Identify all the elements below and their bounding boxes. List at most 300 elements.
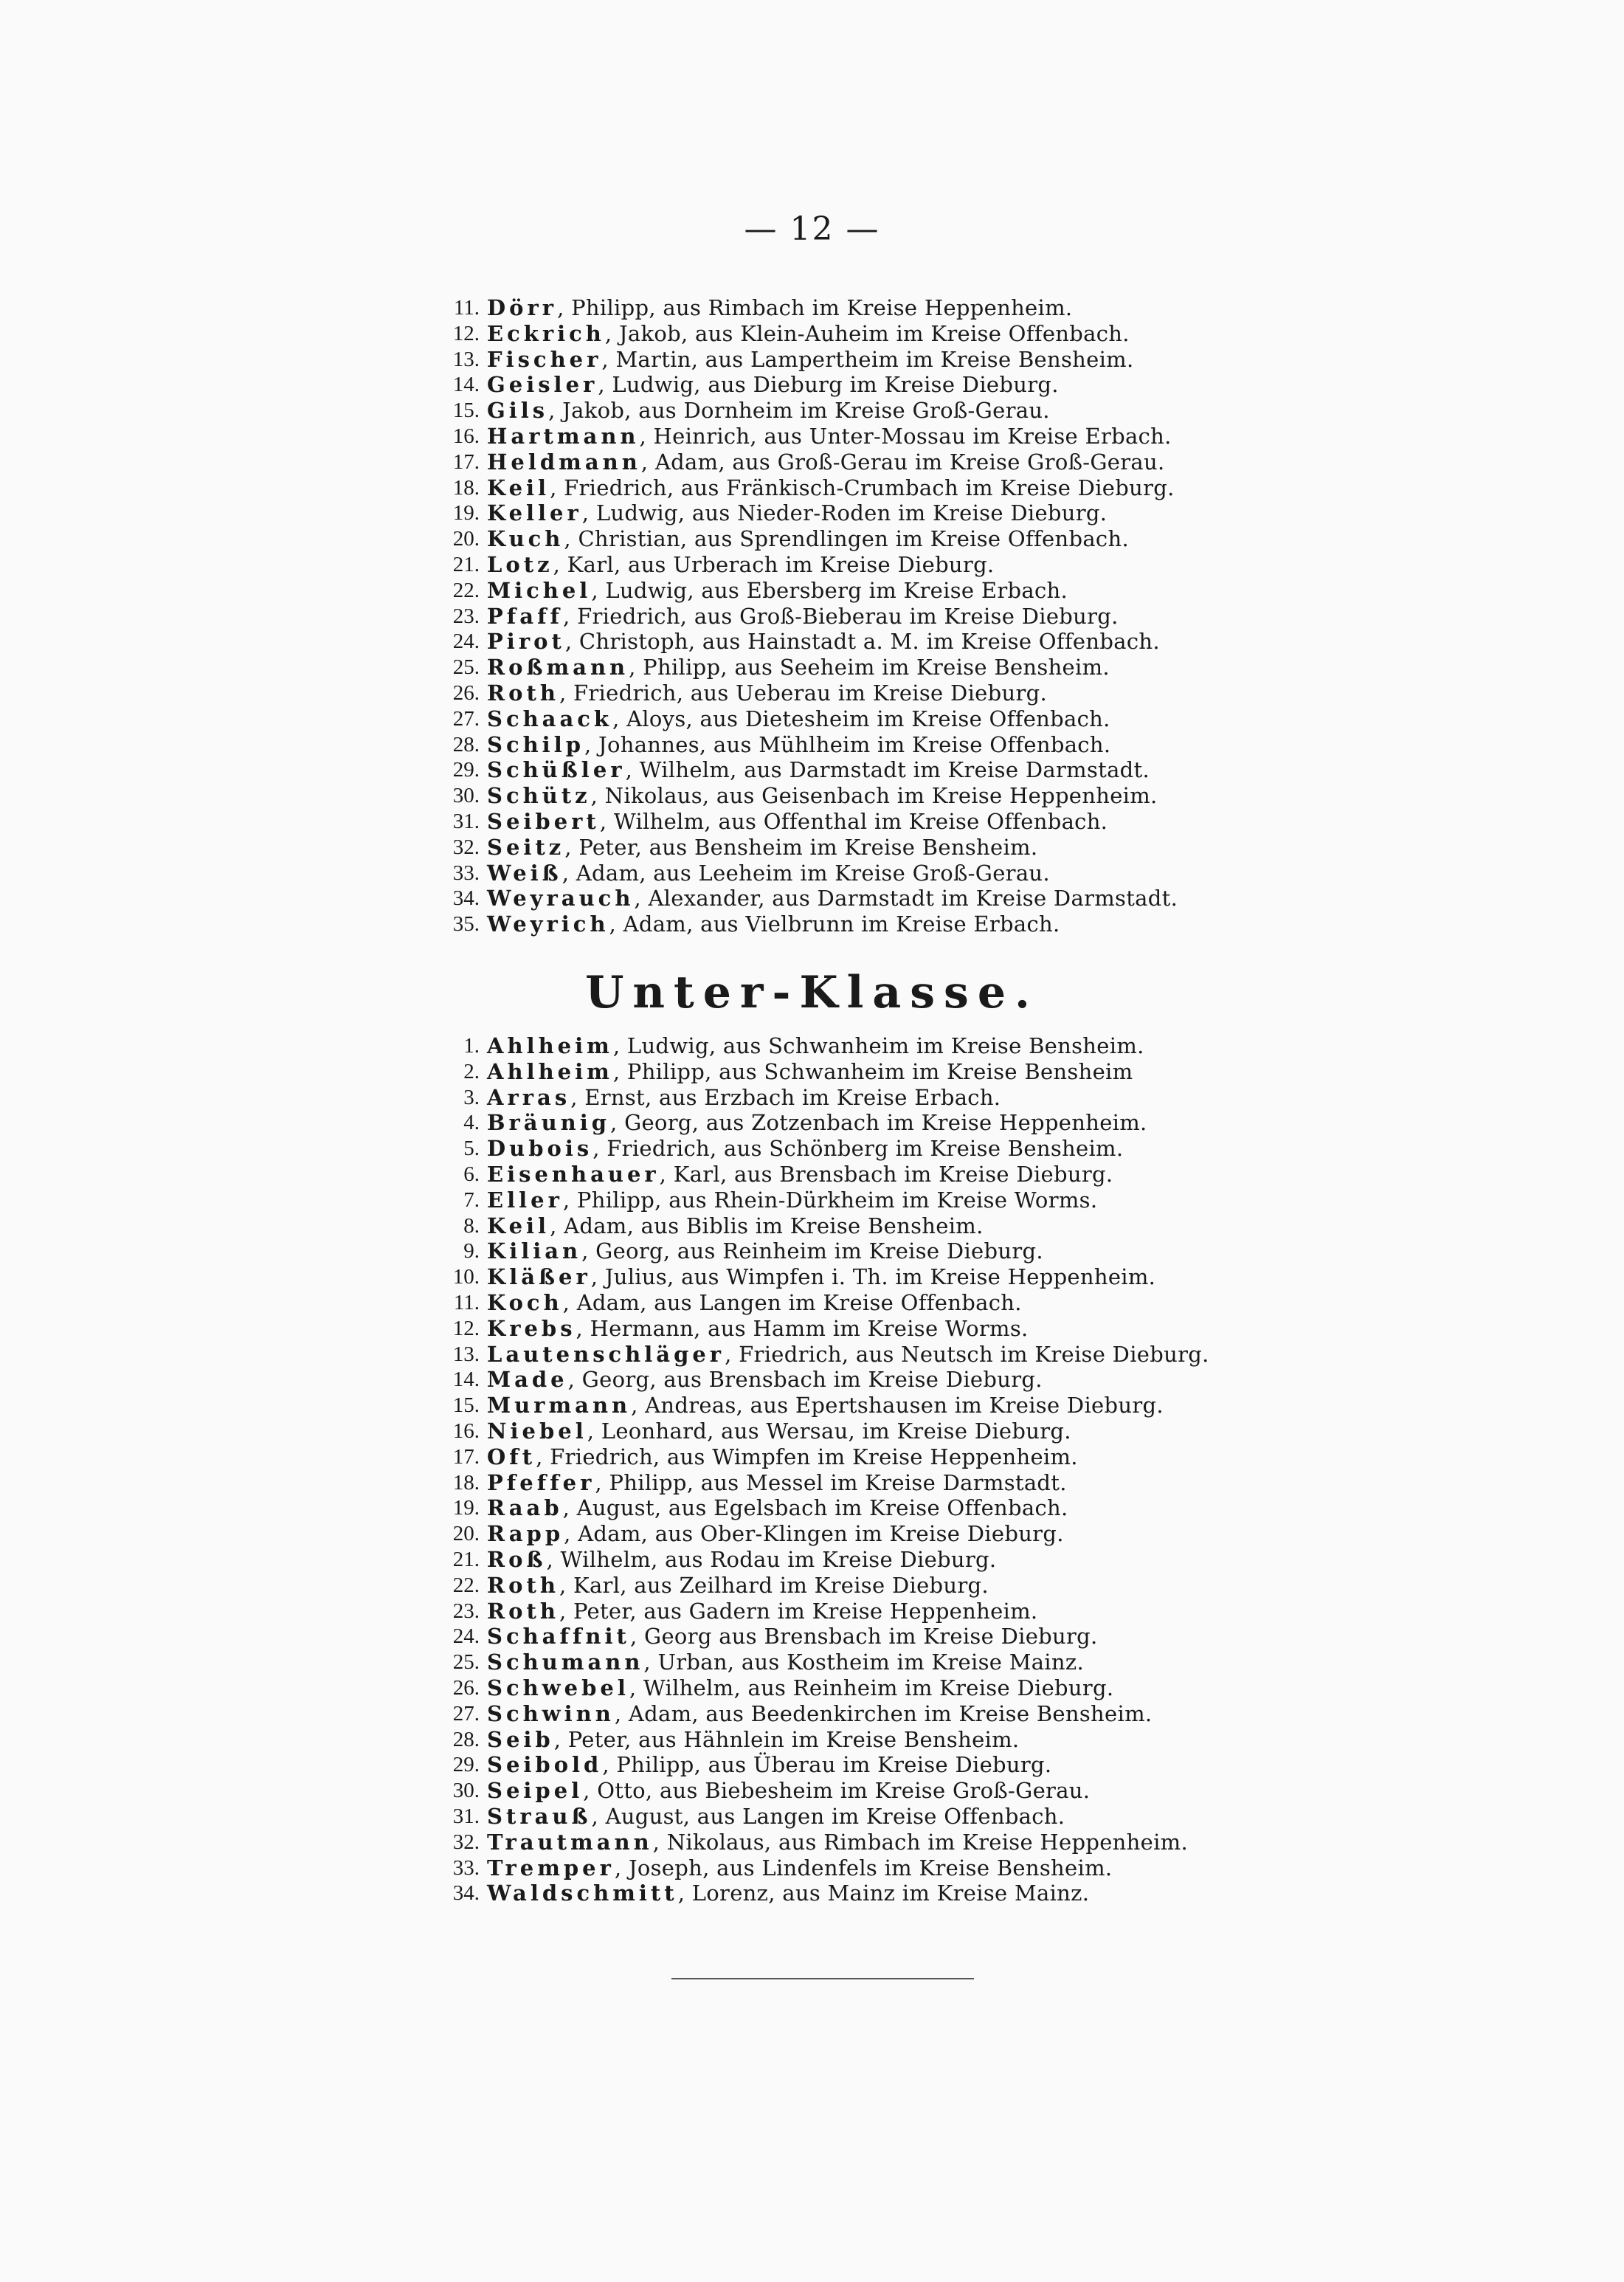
entry-text bbox=[487, 809, 1108, 835]
entry-number: 28. bbox=[452, 1727, 480, 1751]
entry-number: 19. bbox=[452, 501, 480, 525]
entry-details: , Urban, aus Kostheim im Kreise Mainz. bbox=[643, 1650, 1084, 1675]
list-item bbox=[435, 1830, 1247, 1855]
entry-number: 23. bbox=[452, 1599, 480, 1623]
entry-details: , Leonhard, aus Wersau, im Kreise Dieburg. bbox=[587, 1418, 1071, 1444]
entry-text bbox=[487, 732, 1110, 758]
entry-details: , Jakob, aus Dornheim im Kreise Groß-Gerau. bbox=[548, 398, 1050, 424]
entry-details: , Nikolaus, aus Rimbach im Kreise Heppenheim. bbox=[652, 1829, 1188, 1855]
list-item bbox=[435, 1650, 1247, 1675]
entry-text bbox=[487, 1444, 1078, 1470]
entry-details: , Friedrich, aus Wimpfen im Kreise Heppenheim. bbox=[536, 1444, 1078, 1469]
entry-number: 15. bbox=[452, 1393, 480, 1418]
entry-surname: Rapp bbox=[487, 1521, 564, 1547]
entry-surname: Raab bbox=[487, 1495, 563, 1521]
list-item bbox=[435, 911, 1247, 937]
list-item bbox=[435, 886, 1247, 911]
list-item bbox=[435, 1727, 1247, 1753]
entry-details: , Georg aus Brensbach im Kreise Dieburg. bbox=[629, 1624, 1098, 1650]
entry-surname: Krebs bbox=[487, 1315, 576, 1341]
list-item bbox=[435, 1855, 1247, 1881]
entry-details: , Martin, aus Lampertheim im Kreise Bensheim. bbox=[601, 346, 1134, 372]
page-number: — 12 — bbox=[744, 210, 880, 248]
entry-text bbox=[487, 861, 1050, 886]
list-item bbox=[435, 347, 1247, 373]
entry-details: , Nikolaus, aus Geisenbach im Kreise Heppenheim. bbox=[590, 783, 1158, 809]
entry-details: , Wilhelm, aus Rodau im Kreise Dieburg. bbox=[546, 1546, 997, 1572]
entry-number: 19. bbox=[452, 1496, 480, 1520]
entry-text bbox=[487, 1367, 1043, 1393]
list-item bbox=[435, 1187, 1247, 1213]
entry-text bbox=[487, 424, 1172, 449]
entry-number: 30. bbox=[452, 784, 480, 808]
entry-surname: Weyrich bbox=[487, 911, 609, 937]
entry-text bbox=[487, 655, 1110, 680]
entry-text bbox=[487, 1804, 1065, 1830]
entry-text bbox=[487, 1855, 1112, 1881]
entry-text bbox=[487, 1573, 989, 1599]
entry-text bbox=[487, 1059, 1133, 1085]
entry-number: 7. bbox=[463, 1187, 480, 1212]
list-item bbox=[435, 1599, 1247, 1624]
entry-text bbox=[487, 1727, 1019, 1753]
list-item bbox=[435, 321, 1247, 347]
list-item bbox=[435, 500, 1247, 526]
entry-number: 20. bbox=[452, 527, 480, 551]
entry-details: , Wilhelm, aus Darmstadt im Kreise Darmstadt. bbox=[625, 757, 1150, 783]
lower-class-list bbox=[435, 1033, 1247, 1906]
entry-surname: Koch bbox=[487, 1289, 563, 1315]
entry-surname: Heldmann bbox=[487, 449, 641, 475]
entry-text bbox=[487, 1290, 1022, 1316]
list-item bbox=[435, 1804, 1247, 1830]
entry-text bbox=[487, 1316, 1029, 1342]
list-item bbox=[435, 475, 1247, 501]
entry-surname: Keller bbox=[487, 500, 582, 526]
list-item bbox=[435, 295, 1247, 321]
entry-number: 34. bbox=[452, 1881, 480, 1906]
entry-details: , Georg, aus Reinheim im Kreise Dieburg. bbox=[581, 1238, 1043, 1264]
entry-surname: Lautenschläger bbox=[487, 1341, 725, 1367]
entry-details: , Peter, aus Gadern im Kreise Heppenheim. bbox=[559, 1598, 1038, 1624]
entry-surname: Schaffnit bbox=[487, 1624, 630, 1650]
entry-text bbox=[487, 1162, 1113, 1187]
entry-details: , Philipp, aus Schwanheim im Kreise Bensheim bbox=[612, 1058, 1133, 1084]
list-item bbox=[435, 1573, 1247, 1599]
entry-number: 23. bbox=[452, 604, 480, 628]
entry-number: 21. bbox=[452, 552, 480, 576]
entry-text bbox=[487, 449, 1165, 475]
entry-number: 18. bbox=[452, 1470, 480, 1495]
entry-surname: Gils bbox=[487, 398, 549, 424]
entry-details: , Andreas, aus Epertshausen im Kreise Dieburg. bbox=[631, 1393, 1164, 1419]
entry-number: 10. bbox=[452, 1265, 480, 1289]
entry-details: , Adam, aus Ober-Klingen im Kreise Dieburg. bbox=[564, 1521, 1064, 1547]
entry-text bbox=[487, 604, 1119, 630]
list-item bbox=[435, 1342, 1247, 1368]
list-item bbox=[435, 1033, 1247, 1059]
entry-details: , Adam, aus Biblis im Kreise Bensheim. bbox=[550, 1213, 984, 1238]
entry-number: 24. bbox=[452, 630, 480, 654]
entry-surname: Eisenhauer bbox=[487, 1161, 660, 1187]
entry-text bbox=[487, 552, 994, 578]
entry-text bbox=[487, 1675, 1113, 1701]
entry-surname: Schilp bbox=[487, 731, 584, 757]
entry-details: , Georg, aus Brensbach im Kreise Dieburg. bbox=[567, 1367, 1043, 1393]
list-item bbox=[435, 1521, 1247, 1547]
entry-number: 27. bbox=[452, 706, 480, 731]
entry-details: , Otto, aus Biebesheim im Kreise Groß-Gerau. bbox=[583, 1778, 1091, 1804]
entry-text bbox=[487, 706, 1110, 732]
entry-details: , Adam, aus Langen im Kreise Offenbach. bbox=[562, 1289, 1022, 1315]
entry-details: , Christian, aus Sprendlingen im Kreise Offenbach. bbox=[564, 526, 1129, 552]
entry-text bbox=[487, 1136, 1123, 1162]
entry-text bbox=[487, 1187, 1097, 1213]
entry-number: 17. bbox=[452, 449, 480, 474]
entry-surname: Seibold bbox=[487, 1752, 603, 1778]
entry-details: , Philipp, aus Rhein-Dürkheim im Kreise Worms. bbox=[562, 1187, 1098, 1213]
list-item bbox=[435, 655, 1247, 680]
entry-surname: Eller bbox=[487, 1187, 563, 1213]
entry-text bbox=[487, 1624, 1098, 1650]
entry-number: 14. bbox=[452, 373, 480, 397]
entry-text bbox=[487, 347, 1134, 373]
list-item bbox=[435, 604, 1247, 630]
entry-surname: Hartmann bbox=[487, 423, 640, 449]
entry-number: 2. bbox=[463, 1059, 480, 1083]
entry-text bbox=[487, 1599, 1037, 1624]
entry-details: , Julius, aus Wimpfen i. Th. im Kreise Heppenheim. bbox=[590, 1264, 1156, 1290]
entry-surname: Bräunig bbox=[487, 1110, 611, 1136]
entry-surname: Seipel bbox=[487, 1778, 584, 1804]
list-item bbox=[435, 783, 1247, 809]
list-item bbox=[435, 1085, 1247, 1111]
list-item bbox=[435, 732, 1247, 758]
list-item bbox=[435, 398, 1247, 424]
entry-details: , Wilhelm, aus Offenthal im Kreise Offenbach. bbox=[599, 808, 1108, 834]
entry-number: 26. bbox=[452, 680, 480, 705]
list-item bbox=[435, 1495, 1247, 1521]
entry-details: , Karl, aus Zeilhard im Kreise Dieburg. bbox=[559, 1572, 989, 1598]
entry-text bbox=[487, 1752, 1051, 1778]
entry-number: 12. bbox=[452, 321, 480, 345]
entry-text bbox=[487, 911, 1060, 937]
entry-details: , Friedrich, aus Groß-Bieberau im Kreise Dieburg. bbox=[563, 603, 1119, 629]
list-item bbox=[435, 1675, 1247, 1701]
entry-details: , Philipp, aus Überau im Kreise Dieburg. bbox=[602, 1752, 1052, 1778]
entry-surname: Oft bbox=[487, 1444, 536, 1469]
list-item bbox=[435, 1316, 1247, 1342]
list-item bbox=[435, 1881, 1247, 1906]
entry-surname: Ahlheim bbox=[487, 1033, 613, 1058]
entry-number: 26. bbox=[452, 1675, 480, 1700]
list-item bbox=[435, 1701, 1247, 1727]
entry-details: , Aloys, aus Dietesheim im Kreise Offenbach. bbox=[612, 706, 1110, 731]
entry-number: 13. bbox=[452, 1342, 480, 1366]
entry-details: , Hermann, aus Hamm im Kreise Worms. bbox=[576, 1315, 1029, 1341]
entry-number: 17. bbox=[452, 1444, 480, 1469]
entry-text bbox=[487, 1238, 1043, 1264]
entry-surname: Pfeffer bbox=[487, 1469, 595, 1495]
entry-text bbox=[487, 1085, 1001, 1111]
entry-text bbox=[487, 1830, 1188, 1855]
entry-text bbox=[487, 1547, 996, 1573]
entry-text bbox=[487, 475, 1175, 501]
entry-surname: Weyrauch bbox=[487, 886, 635, 911]
entry-number: 22. bbox=[452, 578, 480, 602]
entry-text bbox=[487, 1881, 1089, 1906]
entry-surname: Seib bbox=[487, 1726, 554, 1752]
entry-details: , Adam, aus Beedenkirchen im Kreise Bensheim. bbox=[614, 1700, 1153, 1726]
entry-text bbox=[487, 629, 1160, 655]
entry-surname: Keil bbox=[487, 1213, 550, 1238]
list-item bbox=[435, 706, 1247, 732]
entry-text bbox=[487, 1110, 1147, 1136]
entry-details: , Christoph, aus Hainstadt a. M. im Kreise Offenbach. bbox=[564, 629, 1160, 655]
entry-surname: Kläßer bbox=[487, 1264, 591, 1290]
entry-number: 16. bbox=[452, 1419, 480, 1443]
entry-text bbox=[487, 757, 1150, 783]
entry-number: 18. bbox=[452, 475, 480, 500]
entry-number: 8. bbox=[463, 1213, 480, 1238]
entry-surname: Fischer bbox=[487, 346, 602, 372]
entry-details: , Johannes, aus Mühlheim im Kreise Offenbach. bbox=[584, 731, 1111, 757]
entry-surname: Ahlheim bbox=[487, 1058, 613, 1084]
entry-text bbox=[487, 372, 1059, 398]
entry-number: 32. bbox=[452, 1830, 480, 1854]
entry-surname: Murmann bbox=[487, 1393, 632, 1419]
entry-details: , Friedrich, aus Schönberg im Kreise Bensheim. bbox=[592, 1136, 1124, 1162]
entry-text bbox=[487, 1213, 984, 1239]
entry-text bbox=[487, 1470, 1067, 1496]
entry-text bbox=[487, 1342, 1209, 1368]
entry-text bbox=[487, 835, 1037, 861]
entry-text bbox=[487, 1778, 1090, 1804]
section-heading: Unter-Klasse. bbox=[585, 967, 1039, 1018]
list-item bbox=[435, 1059, 1247, 1085]
entry-number: 33. bbox=[452, 861, 480, 885]
entry-details: , Ludwig, aus Schwanheim im Kreise Bensheim. bbox=[612, 1033, 1144, 1058]
entry-surname: Roth bbox=[487, 1598, 559, 1624]
entry-number: 11. bbox=[453, 1290, 480, 1314]
list-item bbox=[435, 835, 1247, 861]
entry-surname: Trautmann bbox=[487, 1829, 653, 1855]
entry-surname: Arras bbox=[487, 1084, 571, 1110]
entry-number: 21. bbox=[452, 1547, 480, 1571]
entry-number: 27. bbox=[452, 1701, 480, 1726]
entry-details: , Georg, aus Zotzenbach im Kreise Heppenheim. bbox=[610, 1110, 1147, 1136]
entry-surname: Keil bbox=[487, 475, 550, 500]
list-item bbox=[435, 1213, 1247, 1239]
entry-surname: Roth bbox=[487, 680, 559, 706]
entry-number: 3. bbox=[463, 1085, 480, 1109]
closing-rule bbox=[671, 1978, 974, 1979]
list-item bbox=[435, 680, 1247, 706]
entry-surname: Kuch bbox=[487, 526, 564, 552]
entry-details: , Karl, aus Urberach im Kreise Dieburg. bbox=[553, 551, 995, 577]
list-item bbox=[435, 372, 1247, 398]
entry-surname: Tremper bbox=[487, 1855, 615, 1881]
entry-details: , Ernst, aus Erzbach im Kreise Erbach. bbox=[570, 1084, 1001, 1110]
list-item bbox=[435, 1290, 1247, 1316]
entry-details: , Adam, aus Vielbrunn im Kreise Erbach. bbox=[609, 911, 1060, 937]
entry-surname: Geisler bbox=[487, 372, 598, 398]
list-item bbox=[435, 629, 1247, 655]
entry-surname: Pirot bbox=[487, 629, 565, 655]
entry-number: 31. bbox=[452, 809, 480, 833]
list-item bbox=[435, 1136, 1247, 1162]
entry-surname: Seitz bbox=[487, 834, 565, 860]
entry-number: 22. bbox=[452, 1573, 480, 1597]
list-item bbox=[435, 757, 1247, 783]
entry-details: , Peter, aus Hähnlein im Kreise Bensheim. bbox=[553, 1726, 1020, 1752]
entry-number: 30. bbox=[452, 1779, 480, 1803]
entry-text bbox=[487, 1650, 1084, 1675]
entry-surname: Schwebel bbox=[487, 1675, 629, 1700]
entry-number: 15. bbox=[452, 399, 480, 423]
entry-number: 13. bbox=[452, 347, 480, 371]
entry-details: , Peter, aus Bensheim im Kreise Bensheim. bbox=[564, 834, 1038, 860]
entry-text bbox=[487, 886, 1178, 911]
entry-surname: Weiß bbox=[487, 860, 562, 886]
entry-number: 34. bbox=[452, 886, 480, 911]
list-item bbox=[435, 1393, 1247, 1419]
entry-details: , Philipp, aus Rimbach im Kreise Heppenheim. bbox=[557, 295, 1073, 320]
entry-details: , Karl, aus Brensbach im Kreise Dieburg. bbox=[659, 1161, 1113, 1187]
list-item bbox=[435, 1264, 1247, 1290]
entry-surname: Roth bbox=[487, 1572, 559, 1598]
entry-number: 14. bbox=[452, 1368, 480, 1392]
entry-text bbox=[487, 1264, 1155, 1290]
entry-details: , Alexander, aus Darmstadt im Kreise Darmstadt. bbox=[634, 886, 1178, 911]
list-item bbox=[435, 1367, 1247, 1393]
entry-details: , Joseph, aus Lindenfels im Kreise Bensheim. bbox=[614, 1855, 1113, 1881]
entry-surname: Kilian bbox=[487, 1238, 582, 1264]
entry-number: 20. bbox=[452, 1522, 480, 1546]
list-item bbox=[435, 1547, 1247, 1573]
entry-surname: Lotz bbox=[487, 551, 553, 577]
entry-details: , Ludwig, aus Nieder-Roden im Kreise Dieburg. bbox=[581, 500, 1108, 526]
entry-number: 9. bbox=[463, 1239, 480, 1264]
entry-details: , Jakob, aus Klein-Auheim im Kreise Offenbach. bbox=[604, 320, 1130, 346]
entry-surname: Roßmann bbox=[487, 655, 629, 680]
entry-number: 33. bbox=[452, 1855, 480, 1880]
entry-details: , Heinrich, aus Unter-Mossau im Kreise Erbach. bbox=[639, 423, 1172, 449]
entry-details: , Adam, aus Groß-Gerau im Kreise Groß-Gerau. bbox=[640, 449, 1165, 475]
entry-text bbox=[487, 680, 1047, 706]
entry-number: 29. bbox=[452, 1753, 480, 1777]
entry-number: 11. bbox=[453, 296, 480, 320]
entry-details: , Wilhelm, aus Reinheim im Kreise Dieburg. bbox=[629, 1675, 1114, 1700]
entry-text bbox=[487, 295, 1072, 321]
entry-number: 5. bbox=[463, 1137, 480, 1161]
list-item bbox=[435, 578, 1247, 604]
entry-text bbox=[487, 578, 1068, 604]
list-item bbox=[435, 1778, 1247, 1804]
entry-surname: Dubois bbox=[487, 1136, 593, 1162]
list-item bbox=[435, 1470, 1247, 1496]
entry-number: 1. bbox=[463, 1034, 480, 1058]
entry-surname: Waldschmitt bbox=[487, 1881, 678, 1906]
entry-surname: Eckrich bbox=[487, 320, 605, 346]
list-item bbox=[435, 1162, 1247, 1187]
entry-text bbox=[487, 398, 1050, 424]
entry-details: , Philipp, aus Messel im Kreise Darmstadt. bbox=[595, 1469, 1067, 1495]
entry-details: , August, aus Langen im Kreise Offenbach. bbox=[591, 1803, 1065, 1829]
entry-text bbox=[487, 1419, 1071, 1444]
list-item bbox=[435, 1419, 1247, 1444]
entry-surname: Schütz bbox=[487, 783, 591, 809]
entry-text bbox=[487, 1701, 1152, 1727]
entry-surname: Niebel bbox=[487, 1418, 587, 1444]
entry-surname: Strauß bbox=[487, 1803, 592, 1829]
entry-details: , Friedrich, aus Fränkisch-Crumbach im Kreise Dieburg. bbox=[550, 475, 1175, 500]
entry-surname: Dörr bbox=[487, 295, 558, 320]
entry-text bbox=[487, 1393, 1164, 1419]
entry-number: 29. bbox=[452, 758, 480, 782]
entry-surname: Michel bbox=[487, 577, 592, 603]
entry-surname: Schumann bbox=[487, 1650, 644, 1675]
list-item bbox=[435, 424, 1247, 449]
entry-number: 25. bbox=[452, 655, 480, 680]
upper-class-list bbox=[435, 295, 1247, 937]
entry-details: , Adam, aus Leeheim im Kreise Groß-Gerau. bbox=[562, 860, 1050, 886]
list-item bbox=[435, 1238, 1247, 1264]
list-item bbox=[435, 552, 1247, 578]
entry-surname: Schwinn bbox=[487, 1700, 615, 1726]
entry-number: 6. bbox=[463, 1162, 480, 1186]
entry-number: 31. bbox=[452, 1804, 480, 1828]
list-item bbox=[435, 1110, 1247, 1136]
list-item bbox=[435, 809, 1247, 835]
entry-text bbox=[487, 526, 1129, 552]
entry-text bbox=[487, 500, 1107, 526]
entry-details: , Ludwig, aus Ebersberg im Kreise Erbach. bbox=[591, 577, 1068, 603]
entry-surname: Made bbox=[487, 1367, 568, 1393]
entry-surname: Schaack bbox=[487, 706, 613, 731]
entry-number: 35. bbox=[452, 912, 480, 937]
entry-text bbox=[487, 783, 1158, 809]
entry-surname: Roß bbox=[487, 1546, 547, 1572]
entry-details: , Lorenz, aus Mainz im Kreise Mainz. bbox=[677, 1881, 1090, 1906]
entry-number: 28. bbox=[452, 732, 480, 756]
entry-surname: Schüßler bbox=[487, 757, 626, 783]
list-item bbox=[435, 1752, 1247, 1778]
entry-number: 16. bbox=[452, 424, 480, 448]
entry-details: , August, aus Egelsbach im Kreise Offenbach. bbox=[562, 1495, 1068, 1521]
entry-surname: Pfaff bbox=[487, 603, 564, 629]
entry-surname: Seibert bbox=[487, 808, 600, 834]
list-item bbox=[435, 861, 1247, 886]
entry-details: , Ludwig, aus Dieburg im Kreise Dieburg. bbox=[598, 372, 1059, 398]
entry-text bbox=[487, 321, 1130, 347]
entry-number: 4. bbox=[463, 1111, 480, 1135]
list-item bbox=[435, 1444, 1247, 1470]
entry-details: , Friedrich, aus Neutsch im Kreise Dieburg. bbox=[725, 1341, 1209, 1367]
entry-text bbox=[487, 1521, 1064, 1547]
entry-text bbox=[487, 1033, 1144, 1059]
entry-text bbox=[487, 1495, 1068, 1521]
list-item bbox=[435, 449, 1247, 475]
entry-number: 12. bbox=[452, 1316, 480, 1340]
list-item bbox=[435, 526, 1247, 552]
list-item bbox=[435, 1624, 1247, 1650]
entry-details: , Philipp, aus Seeheim im Kreise Bensheim. bbox=[629, 655, 1110, 680]
entry-number: 32. bbox=[452, 835, 480, 859]
entry-number: 24. bbox=[452, 1624, 480, 1649]
entry-number: 25. bbox=[452, 1650, 480, 1675]
entry-details: , Friedrich, aus Ueberau im Kreise Dieburg. bbox=[559, 680, 1047, 706]
